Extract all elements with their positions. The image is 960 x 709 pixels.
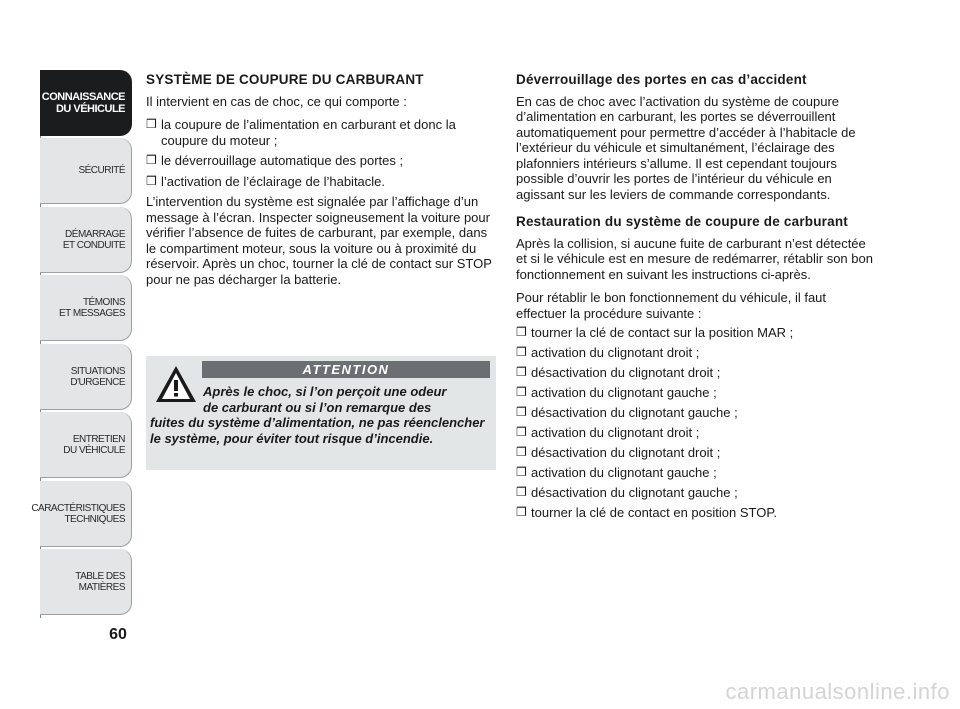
list-item xyxy=(516,325,874,341)
list-item xyxy=(516,465,874,481)
warning-box xyxy=(146,356,496,470)
tab-temoins-et-messages[interactable] xyxy=(40,275,132,341)
checkbox-bullet-icon: ❒ xyxy=(516,385,527,399)
body-paragraph: Après la collision, si aucune fuite de carburant n’est détectée et si le véhicule est en mesure de redémarrer, rétablir son bon fonctionnement en suivant les instructions ci-après. xyxy=(516,235,873,282)
list-item-text: le déverrouillage automatique des portes ; xyxy=(161,153,404,168)
checkbox-bullet-icon: ❒ xyxy=(516,465,527,479)
tab-label: TABLE DES MATIÈRES xyxy=(75,570,125,593)
checkbox-bullet-icon: ❒ xyxy=(146,173,157,188)
list-item xyxy=(146,153,496,169)
section-heading: SYSTÈME DE COUPURE DU CARBURANT xyxy=(146,72,424,87)
warning-line: Après le choc, si l’on perçoit une odeur xyxy=(203,384,447,399)
list-item-text: désactivation du clignotant droit ; xyxy=(531,365,721,380)
checkbox-bullet-icon: ❒ xyxy=(516,345,527,359)
checkbox-bullet-icon: ❒ xyxy=(516,425,527,439)
list-item xyxy=(516,485,874,501)
list-item-text: activation du clignotant droit ; xyxy=(531,345,700,360)
left-column xyxy=(146,72,496,295)
checkbox-bullet-icon: ❒ xyxy=(146,153,157,167)
list-item-text: désactivation du clignotant gauche ; xyxy=(531,405,738,420)
list-item xyxy=(516,425,874,441)
checkbox-bullet-icon: ❒ xyxy=(146,117,157,131)
list-item xyxy=(516,505,874,521)
list-item-text: tourner la clé de contact sur la position MAR ; xyxy=(531,325,794,340)
list-item xyxy=(516,345,874,361)
list-item-text: l’activation de l’éclairage de l’habitacle. xyxy=(161,173,386,189)
page-number: 60 xyxy=(109,626,127,643)
list-item-text: la coupure de l’alimentation en carburant et donc la coupure du moteur ; xyxy=(161,117,456,148)
tab-connaissance-du-vehicule[interactable] xyxy=(40,70,132,136)
tab-table-des-matieres[interactable] xyxy=(40,549,132,615)
tab-label: SÉCURITÉ xyxy=(78,165,125,176)
list-item-text: activation du clignotant droit ; xyxy=(531,425,700,440)
checkbox-bullet-icon: ❒ xyxy=(516,505,527,519)
tab-situations-d-urgence[interactable] xyxy=(40,344,132,410)
list-item xyxy=(516,445,874,461)
list-item-text: activation du clignotant gauche ; xyxy=(531,385,717,400)
subsection-heading: Déverrouillage des portes en cas d’accident xyxy=(516,72,807,87)
tab-label: ENTRETIEN DU VÉHICULE xyxy=(63,433,125,456)
body-paragraph: Pour rétablir le bon fonctionnement du véhicule, il faut effectuer la procédure suivante : xyxy=(516,290,827,321)
warning-line: de carburant ou si l’on remarque des xyxy=(203,399,432,415)
checkbox-bullet-icon: ❒ xyxy=(516,485,527,499)
list-item xyxy=(516,385,874,401)
tab-securite[interactable] xyxy=(40,138,132,204)
body-paragraph: En cas de choc avec l’activation du système de coupure d’alimentation en carburant, les portes se déverrouillent automatiquement pour permettre d’accéder à l’habitacle de l’extérieur du véhicule et simultanément, l’éclairage des plafonniers intérieurs s’allume. Il est cependant toujours possible d’ouvrir les portes de l’intérieur du véhicule en agissant sur les leviers de commande correspondants. xyxy=(516,93,856,202)
checkbox-bullet-icon: ❒ xyxy=(516,325,527,339)
subsection-heading: Restauration du système de coupure de carburant xyxy=(516,214,848,229)
intro-text: Il intervient en cas de choc, ce qui comporte : xyxy=(146,93,407,109)
list-item xyxy=(146,117,496,148)
checkbox-bullet-icon: ❒ xyxy=(516,365,527,379)
list-item-text: tourner la clé de contact en position STOP. xyxy=(531,505,777,520)
tab-label: CONNAISSANCE DU VÉHICULE xyxy=(41,90,125,115)
tab-label: DÉMARRAGE ET CONDUITE xyxy=(62,228,125,251)
list-item xyxy=(516,365,874,381)
right-column xyxy=(516,72,874,525)
warning-rest: fuites du système d’alimentation, ne pas réenclencher le système, pour éviter tout risque d’incendie. xyxy=(150,415,485,446)
tab-entretien-du-vehicule[interactable] xyxy=(40,412,132,478)
list-item-text: désactivation du clignotant gauche ; xyxy=(531,485,738,500)
body-paragraph: L’intervention du système est signalée par l’affichage d’un message à l’écran. Inspecter soigneusement la voiture pour vérifier l’absence de fuites de carburant, par exemple, dans le compartiment moteur, sous la voiture ou à proximité du réservoir. Après un choc, tourner la clé de contact sur STOP pour ne pas décharger la batterie. xyxy=(146,194,492,287)
tab-demarrage-et-conduite[interactable] xyxy=(40,207,132,273)
tab-label: CARACTÉRISTIQUES TECHNIQUES xyxy=(31,502,125,525)
list-item xyxy=(516,405,874,421)
warning-banner: ATTENTION xyxy=(202,361,490,378)
list-item xyxy=(146,174,496,190)
tab-label: TÉMOINS ET MESSAGES xyxy=(58,296,125,319)
tab-label: SITUATIONS D'URGENCE xyxy=(70,365,125,388)
checkbox-bullet-icon: ❒ xyxy=(516,405,527,419)
tab-caracteristiques-techniques[interactable] xyxy=(31,481,132,547)
watermark: carmanualsonline.info xyxy=(725,679,950,704)
list-item-text: activation du clignotant gauche ; xyxy=(531,465,717,480)
checkbox-bullet-icon: ❒ xyxy=(516,445,527,459)
list-item-text: désactivation du clignotant droit ; xyxy=(531,445,721,460)
warning-text xyxy=(150,384,490,446)
